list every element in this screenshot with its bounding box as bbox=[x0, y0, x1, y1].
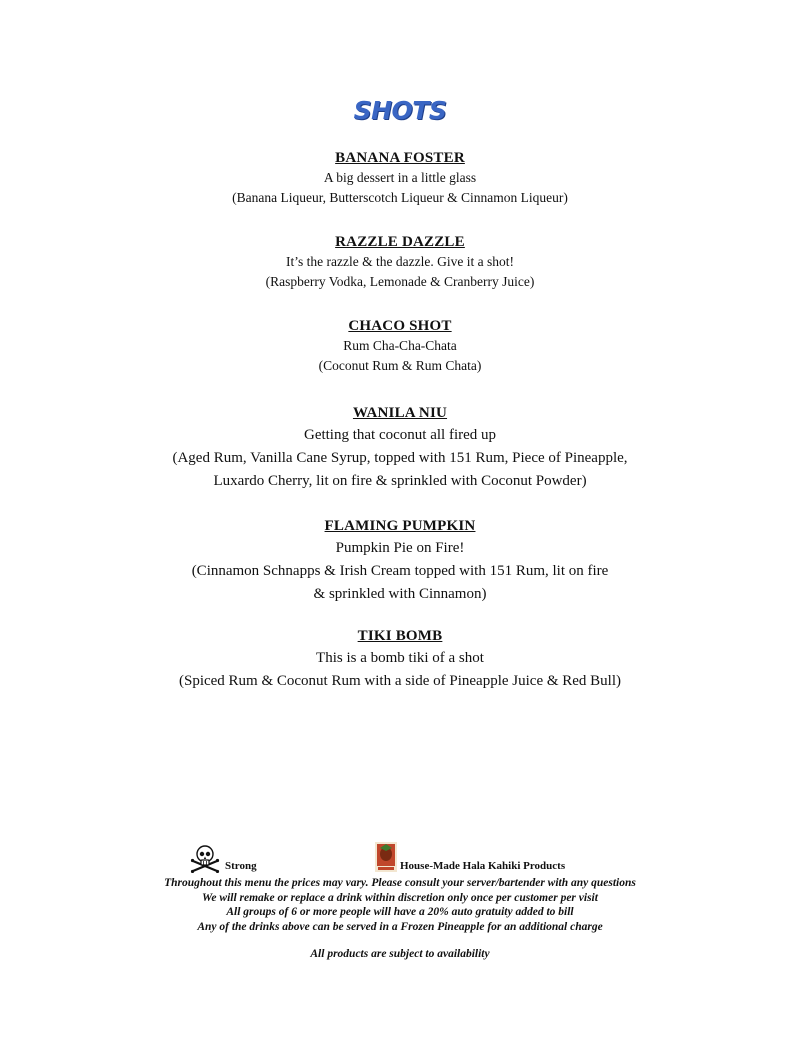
note-line: We will remake or replace a drink within discretion only once per customer per visit bbox=[202, 891, 598, 904]
menu-item-wanila-niu bbox=[0, 402, 800, 493]
item-ingredients-line: (Aged Rum, Vanilla Cane Syrup, topped with 151 Rum, Piece of Pineapple, bbox=[172, 450, 628, 466]
item-description: This is a bomb tiki of a shot bbox=[316, 650, 484, 666]
note-line: Throughout this menu the prices may vary. Please consult your server/bartender with any questions bbox=[164, 877, 636, 889]
item-ingredients: (Coconut Rum & Rum Chata) bbox=[318, 358, 482, 373]
page-title: SHOTS bbox=[353, 96, 447, 125]
availability-note: All products are subject to availability bbox=[310, 948, 490, 960]
item-ingredients: (Raspberry Vodka, Lemonade & Cranberry Juice) bbox=[265, 274, 535, 289]
item-description: A big dessert in a little glass bbox=[323, 170, 477, 185]
item-description: Rum Cha-Cha-Chata bbox=[343, 338, 457, 353]
item-ingredients-line: & sprinkled with Cinnamon) bbox=[313, 586, 487, 602]
item-description: Pumpkin Pie on Fire! bbox=[335, 540, 465, 556]
item-name: BANANA FOSTER bbox=[335, 150, 465, 166]
menu-notes bbox=[0, 876, 800, 934]
item-name: RAZZLE DAZZLE bbox=[335, 234, 465, 250]
item-name: TIKI BOMB bbox=[357, 628, 443, 644]
item-ingredients: (Banana Liqueur, Butterscotch Liqueur & Cinnamon Liqueur) bbox=[232, 190, 568, 205]
item-description: Getting that coconut all fired up bbox=[303, 427, 497, 443]
item-name: WANILA NIU bbox=[352, 405, 448, 421]
menu-item-tiki-bomb bbox=[0, 625, 800, 693]
item-ingredients-line: Luxardo Cherry, lit on fire & sprinkled with Coconut Powder) bbox=[213, 473, 587, 489]
menu-item-flaming-pumpkin bbox=[0, 515, 800, 606]
item-name: CHACO SHOT bbox=[348, 318, 452, 334]
note-line: All groups of 6 or more people will have a 20% auto gratuity added to bill bbox=[226, 906, 574, 918]
legend-house-made-label: House-Made Hala Kahiki Products bbox=[400, 860, 566, 872]
note-line: Any of the drinks above can be served in a Frozen Pineapple for an additional charge bbox=[197, 920, 603, 933]
item-name: FLAMING PUMPKIN bbox=[324, 518, 476, 534]
hala-kahiki-product-icon bbox=[375, 842, 397, 872]
menu-item-chaco-shot bbox=[0, 316, 800, 376]
item-ingredients-line: (Cinnamon Schnapps & Irish Cream topped with 151 Rum, lit on fire bbox=[191, 563, 609, 579]
legend bbox=[0, 842, 800, 876]
menu-item-banana-foster bbox=[0, 148, 800, 208]
item-description: It’s the razzle & the dazzle. Give it a shot! bbox=[286, 254, 514, 269]
legend-strong-label: Strong bbox=[225, 860, 257, 872]
item-ingredients: (Spiced Rum & Coconut Rum with a side of Pineapple Juice & Red Bull) bbox=[178, 673, 622, 689]
skull-crossbones-icon bbox=[190, 845, 220, 873]
menu-item-razzle-dazzle bbox=[0, 232, 800, 292]
shots-menu bbox=[0, 148, 800, 693]
